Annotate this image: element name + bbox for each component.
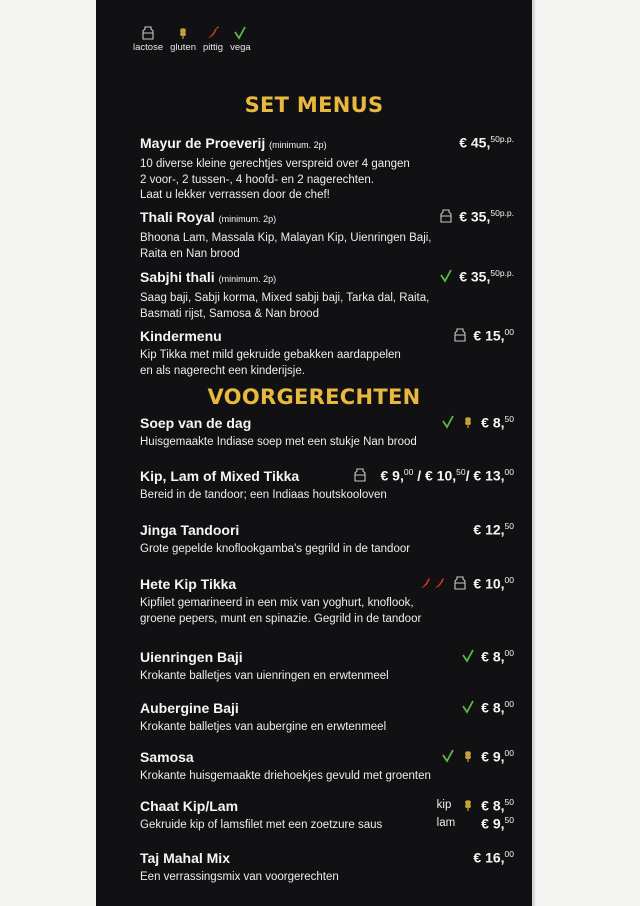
item-price: € 35,$^{50p.p.}$: [439, 208, 514, 225]
menu-item: [140, 467, 514, 504]
menu-item: [140, 648, 514, 685]
item-price: € 35,$^{50p.p.}$: [439, 268, 514, 285]
gluten-icon: [461, 749, 475, 763]
item-price: € 8,00: [461, 648, 514, 665]
vega-icon: [441, 749, 455, 763]
menu-item: [140, 414, 514, 451]
legend-lactose: [133, 26, 163, 53]
legend-pittig: [203, 26, 223, 53]
item-price: € 15,00: [453, 327, 514, 344]
item-description: Grote gepelde knoflookgamba's gegrild in de tandoor: [140, 543, 411, 555]
item-description: Krokante balletjes van uienringen en erwtenmeel: [140, 670, 389, 682]
item-price: € 12,50: [473, 521, 514, 538]
legend-label: pittig: [203, 42, 224, 53]
menu-card: [96, 0, 532, 906]
lactose-icon: [353, 468, 367, 482]
legend-gluten: [170, 26, 196, 53]
item-name: Uienringen Baji: [140, 649, 243, 665]
lam-label: lam: [436, 816, 456, 829]
menu-item: [140, 748, 514, 785]
chili-icon: [419, 576, 433, 590]
item-description: Bhoona Lam, Massala Kip, Malayan Kip, Uienringen Baji, Raita en Nan brood: [140, 232, 432, 260]
leaf-check-icon: [233, 26, 247, 40]
item-price: € 45,$^{50p.p.}$: [459, 134, 514, 151]
item-description: Krokante huisgemaakte driehoekjes gevuld met groenten: [140, 770, 431, 782]
item-name: Thali Royal (minimum. 2p): [140, 209, 277, 225]
gluten-icon: [461, 798, 475, 812]
milk-carton-icon: [141, 26, 155, 40]
item-description: 10 diverse kleine gerechtjes verspreid over 4 gangen 2 voor-, 2 tussen-, 4 hoofd- en 2 nagerechten. Laat u lekker verrassen door de chef!: [140, 158, 410, 201]
item-name: Soep van de dag: [140, 415, 252, 431]
menu-item: [140, 327, 514, 379]
legend-label: gluten: [170, 42, 196, 53]
item-price: € 9,00 / € 10,50/ € 13,00: [353, 467, 515, 484]
allergen-legend: [133, 26, 251, 53]
vega-icon: [441, 415, 455, 429]
menu-item: [140, 575, 514, 627]
item-description: Gekruide kip of lamsfilet met een zoetzure saus: [140, 819, 383, 831]
item-name: Kindermenu: [140, 328, 222, 344]
menu-item: [140, 699, 514, 736]
menu-item: [140, 208, 514, 262]
item-name: Sabjhi thali (minimum. 2p): [140, 269, 277, 285]
item-price: € 10,00: [419, 575, 514, 592]
item-name: Kip, Lam of Mixed Tikka: [140, 468, 300, 484]
kip-label: kip: [436, 799, 452, 812]
item-name: Chaat Kip/Lam: [140, 798, 239, 814]
section-title-set-menus: SET MENUS: [244, 93, 384, 117]
menu-item: [140, 521, 514, 558]
item-description: Kipfilet gemarineerd in een mix van yoghurt, knoflook, groene pepers, munt en spinazie. Gegrild in de tandoor: [140, 597, 422, 625]
menu-item: [140, 268, 514, 322]
vega-icon: [439, 269, 453, 283]
lactose-icon: [453, 328, 467, 342]
item-description: Bereid in de tandoor; een Indiaas houtskooloven: [140, 489, 387, 501]
legend-label: vega: [230, 42, 251, 53]
legend-vega: [230, 26, 251, 53]
menu-item: [140, 849, 514, 886]
item-price: € 16,00: [473, 849, 514, 866]
lactose-icon: [453, 576, 467, 590]
menu-item: [140, 797, 514, 834]
item-name: Taj Mahal Mix: [140, 850, 230, 866]
item-price: € 9,00: [441, 748, 514, 765]
menu-item: [140, 134, 514, 204]
item-description: Een verrassingsmix van voorgerechten: [140, 871, 339, 883]
legend-label: lactose: [133, 42, 164, 53]
item-name: Jinga Tandoori: [140, 522, 240, 538]
chili-icon: [433, 576, 447, 590]
item-description: Kip Tikka met mild gekruide gebakken aardappelen en als nagerecht een kinderijsje.: [140, 349, 401, 377]
item-price: € 8,00: [461, 699, 514, 716]
item-description: Krokante balletjes van aubergine en erwtenmeel: [140, 721, 387, 733]
item-description: Saag baji, Sabji korma, Mixed sabji baji, Tarka dal, Raita, Basmati rijst, Samosa & Nan brood: [140, 292, 430, 320]
item-name: Aubergine Baji: [140, 700, 239, 716]
item-price: € 8,50: [441, 414, 514, 431]
vega-icon: [461, 700, 475, 714]
item-name: Mayur de Proeverij (minimum. 2p): [140, 135, 327, 151]
section-title-voorgerechten: VOORGERECHTEN: [207, 385, 421, 409]
item-name: Samosa: [140, 749, 194, 765]
item-name: Hete Kip Tikka: [140, 576, 237, 592]
item-description: Huisgemaakte Indiase soep met een stukje Nan brood: [140, 436, 417, 448]
paper-edge: [532, 0, 535, 906]
lactose-icon: [439, 209, 453, 223]
vega-icon: [461, 649, 475, 663]
gluten-icon: [461, 415, 475, 429]
wheat-icon: [176, 26, 190, 40]
item-price: kip € 8,50 lam € 9,50: [436, 797, 514, 832]
chili-icon: [206, 26, 220, 40]
